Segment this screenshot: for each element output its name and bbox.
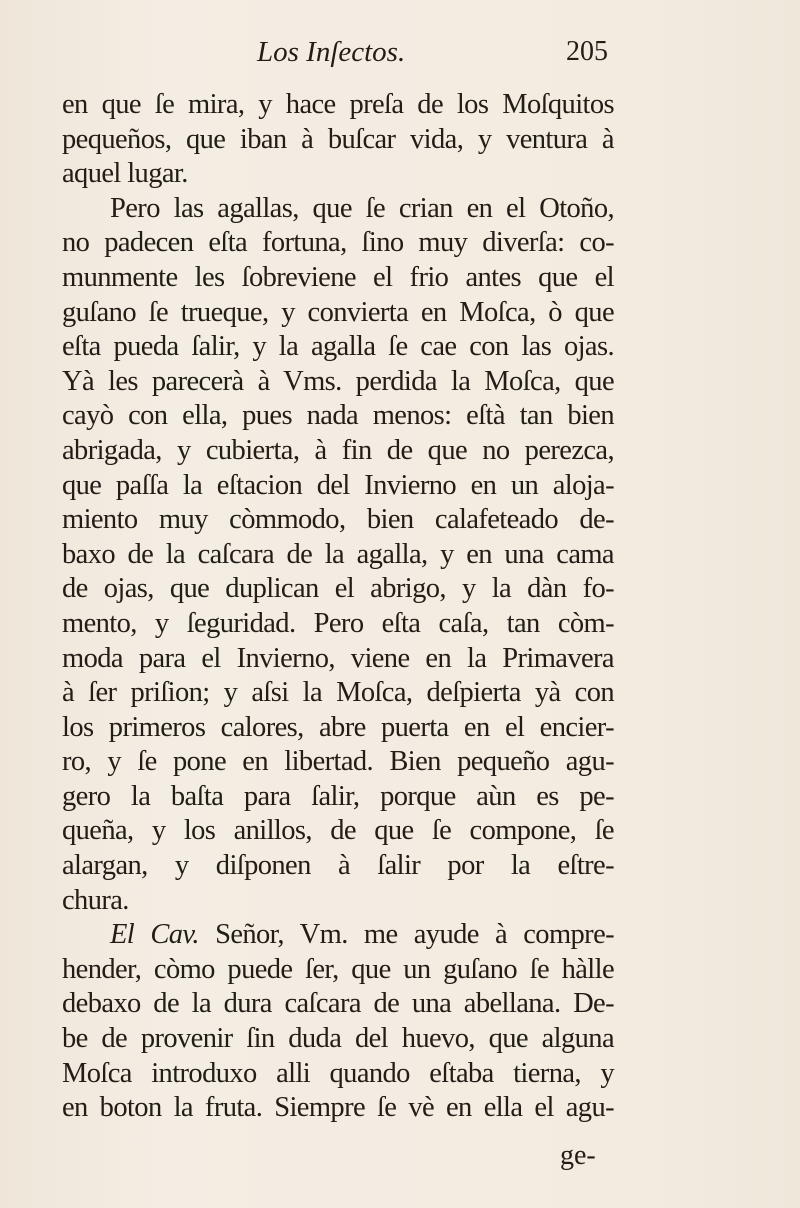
text-line: chura. bbox=[62, 884, 129, 916]
text-line: Moſca introduxo alli quando eſtaba tierna, y bbox=[62, 1057, 614, 1089]
running-title: Los Inſectos. bbox=[257, 36, 406, 68]
text-line: baxo de la caſcara de la agalla, y en una cama bbox=[62, 538, 614, 570]
speaker-line bbox=[62, 918, 614, 953]
text-line: alargan, y diſponen à ſalir por la eſtre- bbox=[62, 850, 614, 882]
text-line: cayò con ella, pues nada menos: eſtà tan bien bbox=[62, 400, 614, 432]
text-line: Pero las agallas, que ſe crian en el Otoño, bbox=[110, 192, 614, 224]
text-line: miento muy còmmodo, bien calafeteado de- bbox=[62, 504, 614, 536]
text-line: aquel lugar. bbox=[62, 158, 188, 190]
text-line: no padecen eſta fortuna, ſino muy diverſa: co- bbox=[62, 227, 614, 259]
text-line: à ſer priſion; y aſsi la Moſca, deſpierta yà con bbox=[62, 677, 614, 709]
text-line: que paſſa la eſtacion del Invierno en un aloja- bbox=[62, 469, 614, 501]
page-header bbox=[62, 36, 614, 72]
text-line: eſta pueda ſalir, y la agalla ſe cae con las ojas. bbox=[62, 331, 614, 363]
text-line: moda para el Invierno, viene en la Primavera bbox=[62, 642, 614, 674]
text-line: debaxo de la dura caſcara de una abellana. De- bbox=[62, 988, 614, 1020]
text-line: munmente les ſobreviene el frio antes que el bbox=[62, 261, 614, 293]
text-line: hender, còmo puede ſer, que un guſano ſe hàlle bbox=[62, 953, 614, 985]
text-line: Yà les parecerà à Vms. perdida la Moſca, que bbox=[62, 365, 614, 397]
text-line: Señor, Vm. me ayude à compre- bbox=[215, 919, 615, 951]
catchword: ge- bbox=[560, 1140, 596, 1171]
page-number: 205 bbox=[566, 36, 608, 67]
text-line: mento, y ſeguridad. Pero eſta caſa, tan còm- bbox=[62, 607, 614, 639]
text-line: queña, y los anillos, de que ſe compone, ſe bbox=[62, 815, 614, 847]
text-line: be de provenir ſin duda del huevo, que alguna bbox=[62, 1023, 614, 1055]
text-line: en que ſe mira, y hace preſa de los Moſquitos bbox=[62, 89, 614, 120]
text-line: en boton la fruta. Siempre ſe vè en ella el agu- bbox=[62, 1092, 614, 1124]
text-line: pequeños, que iban à buſcar vida, y ventura à bbox=[62, 123, 614, 155]
text-line: de ojas, que duplican el abrigo, y la dàn fo- bbox=[62, 573, 614, 605]
text-line: guſano ſe trueque, y convierta en Moſca, ò que bbox=[62, 296, 614, 328]
text-line: abrigada, y cubierta, à fin de que no perezca, bbox=[62, 434, 614, 466]
body-text bbox=[62, 88, 614, 1126]
speaker-name: El Cav. bbox=[110, 919, 199, 951]
text-line: los primeros calores, abre puerta en el encier- bbox=[62, 711, 614, 743]
text-line: gero la baſta para ſalir, porque aùn es pe- bbox=[62, 780, 614, 812]
text-line: ro, y ſe pone en libertad. Bien pequeño agu- bbox=[62, 746, 614, 778]
